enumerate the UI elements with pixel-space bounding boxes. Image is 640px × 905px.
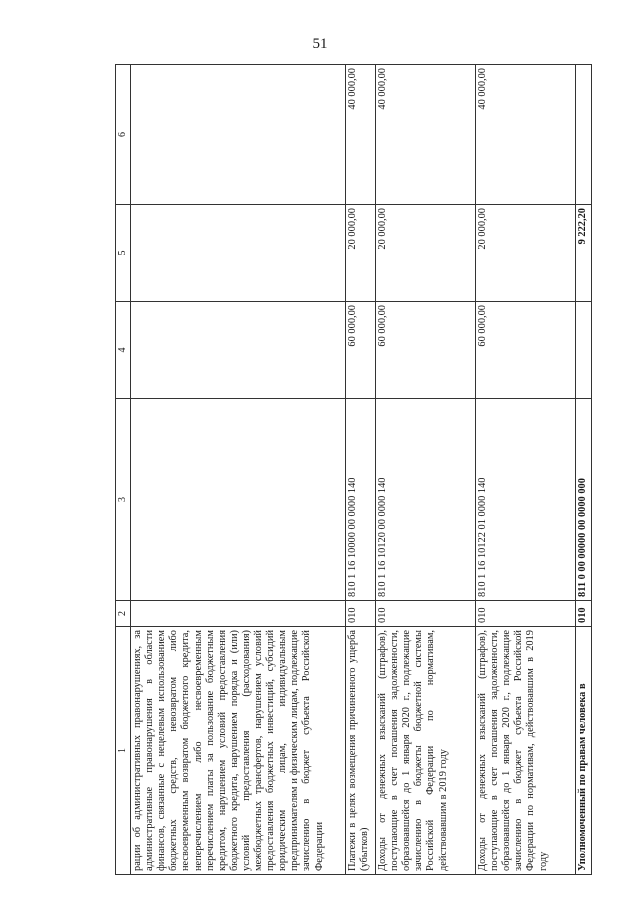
row-col4: 60 000,00 bbox=[476, 302, 576, 399]
row-code: 010 bbox=[576, 601, 592, 627]
row-col6 bbox=[576, 65, 592, 205]
row-description: Уполномоченный по правам человека в bbox=[576, 627, 592, 875]
row-code: 010 bbox=[476, 601, 576, 627]
row-col4: 60 000,00 bbox=[376, 302, 476, 399]
rotated-table-container bbox=[115, 65, 602, 875]
row-kbk: 811 0 00 00000 00 0000 000 bbox=[576, 399, 592, 601]
table-row bbox=[376, 65, 476, 875]
column-header-1: 1 bbox=[116, 627, 131, 875]
row-kbk: 810 1 16 10122 01 0000 140 bbox=[476, 399, 576, 601]
row-col6 bbox=[131, 65, 346, 205]
row-col5: 20 000,00 bbox=[476, 205, 576, 302]
row-description: Доходы от денежных взысканий (штрафов), поступающие в счет погашения задолженности, образовавшейся до 1 января 2020 г., подлежащие зачислению в бюджеты бюджетной системы Российской Федерации по нормативам, действовавшим в 2019 году bbox=[376, 627, 476, 875]
row-description: Платежи в целях возмещения причиненного ущерба (убытков) bbox=[346, 627, 376, 875]
page-number: 51 bbox=[312, 36, 328, 52]
row-kbk: 810 1 16 10120 00 0000 140 bbox=[376, 399, 476, 601]
row-col4 bbox=[576, 302, 592, 399]
row-col4 bbox=[131, 302, 346, 399]
row-description: Доходы от денежных взысканий (штрафов), поступающие в счет погашения задолженности, образовавшейся до 1 января 2020 г., подлежащие зачислению в бюджет субъекта Российской Федерации по нормативам, действовавшим в 2019 году bbox=[476, 627, 576, 875]
row-code: 010 bbox=[376, 601, 476, 627]
row-col5: 20 000,00 bbox=[376, 205, 476, 302]
column-header-6: 6 bbox=[116, 65, 131, 205]
row-description: рации об административных правонарушениях, за административные правонарушения в области финансов, связанные с нецелевым использованием бюджетных средств, невозвратом либо несвоевременным возвратом бюджетного кредита, неперечислением либо несвоевременным перечислением платы за пользование бюджетным кредитом, нарушением условий предоставления бюджетного кредита, нарушением порядка и (или) условий предоставления (расходования) межбюджетных трансфертов, нарушением условий предоставления бюджетных инвестиций, субсидий юридическим лицам, индивидуальным предпринимателям и физическим лицам, подлежащие зачислению в бюджет субъекта Российской Федерации bbox=[131, 627, 346, 875]
column-header-2: 2 bbox=[116, 601, 131, 627]
row-col4: 60 000,00 bbox=[346, 302, 376, 399]
row-kbk: 810 1 16 10000 00 0000 140 bbox=[346, 399, 376, 601]
revenue-table bbox=[115, 64, 592, 875]
header-row bbox=[116, 65, 131, 875]
table-row bbox=[346, 65, 376, 875]
row-code bbox=[131, 601, 346, 627]
table-row bbox=[131, 65, 346, 875]
row-col6: 40 000,00 bbox=[346, 65, 376, 205]
table-row bbox=[476, 65, 576, 875]
row-col5: 9 222,20 bbox=[576, 205, 592, 302]
row-col5 bbox=[131, 205, 346, 302]
row-col6: 40 000,00 bbox=[376, 65, 476, 205]
row-col5: 20 000,00 bbox=[346, 205, 376, 302]
row-kbk bbox=[131, 399, 346, 601]
column-header-3: 3 bbox=[116, 399, 131, 601]
column-header-4: 4 bbox=[116, 302, 131, 399]
row-col6: 40 000,00 bbox=[476, 65, 576, 205]
table-row bbox=[576, 65, 592, 875]
row-code: 010 bbox=[346, 601, 376, 627]
column-header-5: 5 bbox=[116, 205, 131, 302]
